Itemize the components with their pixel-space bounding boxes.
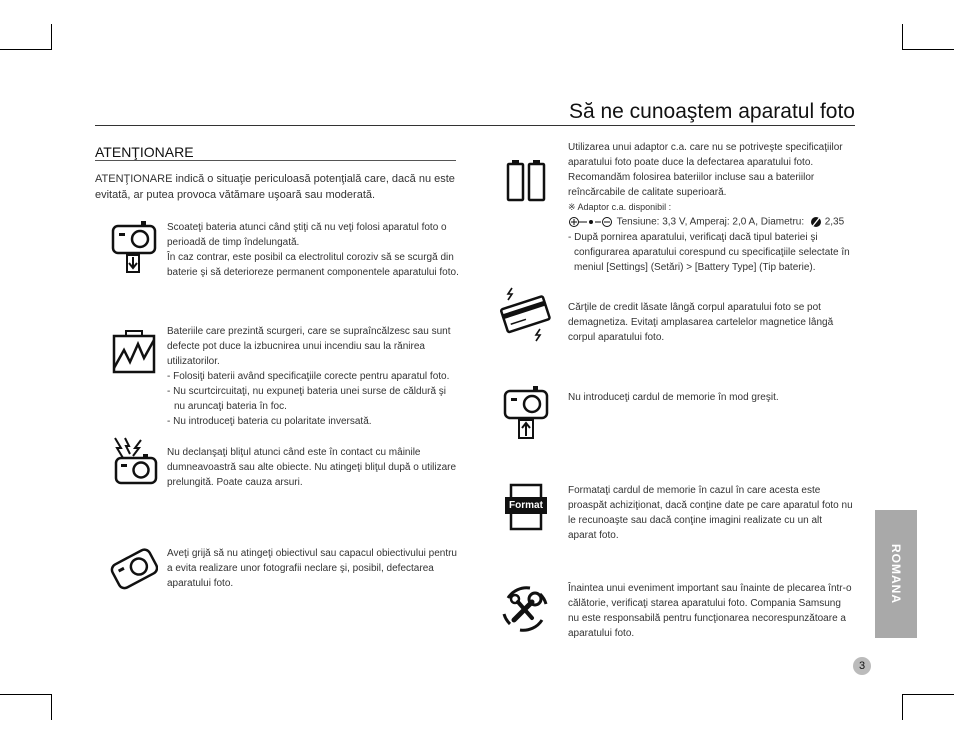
- text-line: Formataţi cardul de memorie în cazul în care acesta este proaspăt achiziţionat, dacă conţine date pe care aparatul foto nu le recunoaşte sau dacă conţine imagini realizate cu un alt aparat foto.: [568, 485, 853, 541]
- warning-text-battery-type: [568, 230, 853, 275]
- format-label: Format: [509, 500, 543, 511]
- warning-text-service: [568, 581, 853, 641]
- language-tab-label: ROMANA: [889, 544, 903, 604]
- crop-mark: [51, 24, 52, 50]
- warning-text-adapter: [568, 140, 853, 215]
- warning-text-battery-remove: [167, 220, 462, 280]
- crop-mark: [0, 694, 51, 695]
- text-line: Aveţi grijă să nu atingeţi obiectivul sau capacul obiectivului pentru a evita realizare unor fotografii neclare şi, posibil, defectarea aparatului foto.: [167, 548, 457, 589]
- batteries-icon: [505, 158, 547, 202]
- language-tab: [875, 510, 917, 638]
- crop-mark: [51, 694, 52, 720]
- section-heading: ATENŢIONARE: [95, 144, 194, 160]
- title-divider: [95, 125, 855, 126]
- text-line: Bateriile care prezintă scurgeri, care se supraîncălzesc sau sunt defecte pot duce la izbucnirea unui incendiu sau la rănirea utilizatorilor.: [167, 326, 451, 367]
- warning-text-format: [568, 483, 853, 543]
- page-number: 3: [853, 657, 871, 675]
- polarity-icon: [568, 216, 614, 228]
- battery-fire-icon: [108, 328, 160, 378]
- text-line: Nu introduceţi cardul de memorie în mod greşit.: [568, 392, 779, 403]
- crop-mark: [903, 694, 954, 695]
- text-line: Cărţile de credit lăsate lângă corpul aparatului foto se pot demagnetiza. Evitaţi amplasarea cartelelor magnetice lângă corpul aparatului foto.: [568, 302, 834, 343]
- intro-text: ATENŢIONARE indică o situaţie periculoasă potenţială care, dacă nu este evitată, ar putea provoca vătămare uşoară sau moderată.: [95, 173, 455, 201]
- text-line: Utilizarea unui adaptor c.a. care nu se potriveşte specificaţiilor aparatului foto poate duce la defectarea aparatului foto. Recomandăm folosirea bateriilor incluse sau a bateriilor reîncărcabile de calitate superioară.: [568, 142, 843, 198]
- adapter-spec: [568, 216, 844, 228]
- wrench-service-icon: [500, 584, 550, 634]
- camera-battery-remove-icon: [111, 219, 159, 277]
- warning-text-flash: [167, 445, 462, 490]
- adapter-diameter-value: 2,35: [824, 216, 845, 228]
- crop-mark: [0, 49, 51, 50]
- text-line: - După pornirea aparatului, verificaţi dacă tipul bateriei şi configurarea aparatului corespund cu specificaţiile selectate în meniul [Settings] (Setări) > [Battery Type] (Tip baterie).: [568, 232, 850, 273]
- text-line: Scoateţi bateria atunci când ştiţi că nu veţi folosi aparatul foto o perioadă de timp îndelungată.: [167, 222, 447, 248]
- format-card-icon: [503, 483, 549, 531]
- text-line: - Nu scurtcircuitaţi, nu expuneţi bateria unei surse de căldură şi nu aruncaţi bateria în foc.: [167, 386, 447, 412]
- crop-mark: [902, 694, 903, 720]
- text-line: În caz contrar, este posibil ca electrolitul coroziv să se scurgă din baterie şi să deterioreze permanent componentele aparatului foto.: [167, 252, 459, 278]
- warning-text-lens: [167, 546, 462, 591]
- warning-text-battery-leak: [167, 324, 457, 429]
- credit-card-magnet-icon: [500, 285, 552, 343]
- camera-card-insert-icon: [503, 384, 551, 442]
- diameter-icon: [810, 216, 822, 228]
- text-line: Nu declanşaţi bliţul atunci când este în contact cu mâinile dumneavoastră sau alte obiecte. Nu atingeţi bliţul după o utilizare prelungită. Poate cauza arsuri.: [167, 447, 457, 488]
- adapter-spec-values: Tensiune: 3,3 V, Amperaj: 2,0 A, Diametru:: [616, 216, 805, 228]
- warning-text-memory-card: [568, 390, 853, 405]
- page-title: Să ne cunoaştem aparatul foto: [568, 100, 855, 123]
- crop-mark: [902, 24, 903, 50]
- warning-text-credit-card: [568, 300, 853, 345]
- heading-divider: [95, 160, 456, 161]
- flash-warning-icon: [111, 436, 161, 486]
- crop-mark: [903, 49, 954, 50]
- text-line: Înaintea unui eveniment important sau înainte de plecarea într-o călătorie, verificaţi starea aparatului foto. Compania Samsung nu este responsabilă pentru funcţionarea necorespunzătoare a aparatului foto.: [568, 583, 852, 639]
- lens-touch-icon: [110, 546, 158, 590]
- text-line: - Nu introduceţi bateria cu polaritate inversată.: [167, 416, 372, 427]
- text-line: ※ Adaptor c.a. disponibil :: [568, 202, 672, 212]
- text-line: - Folosiţi baterii având specificaţiile corecte pentru aparatul foto.: [167, 371, 450, 382]
